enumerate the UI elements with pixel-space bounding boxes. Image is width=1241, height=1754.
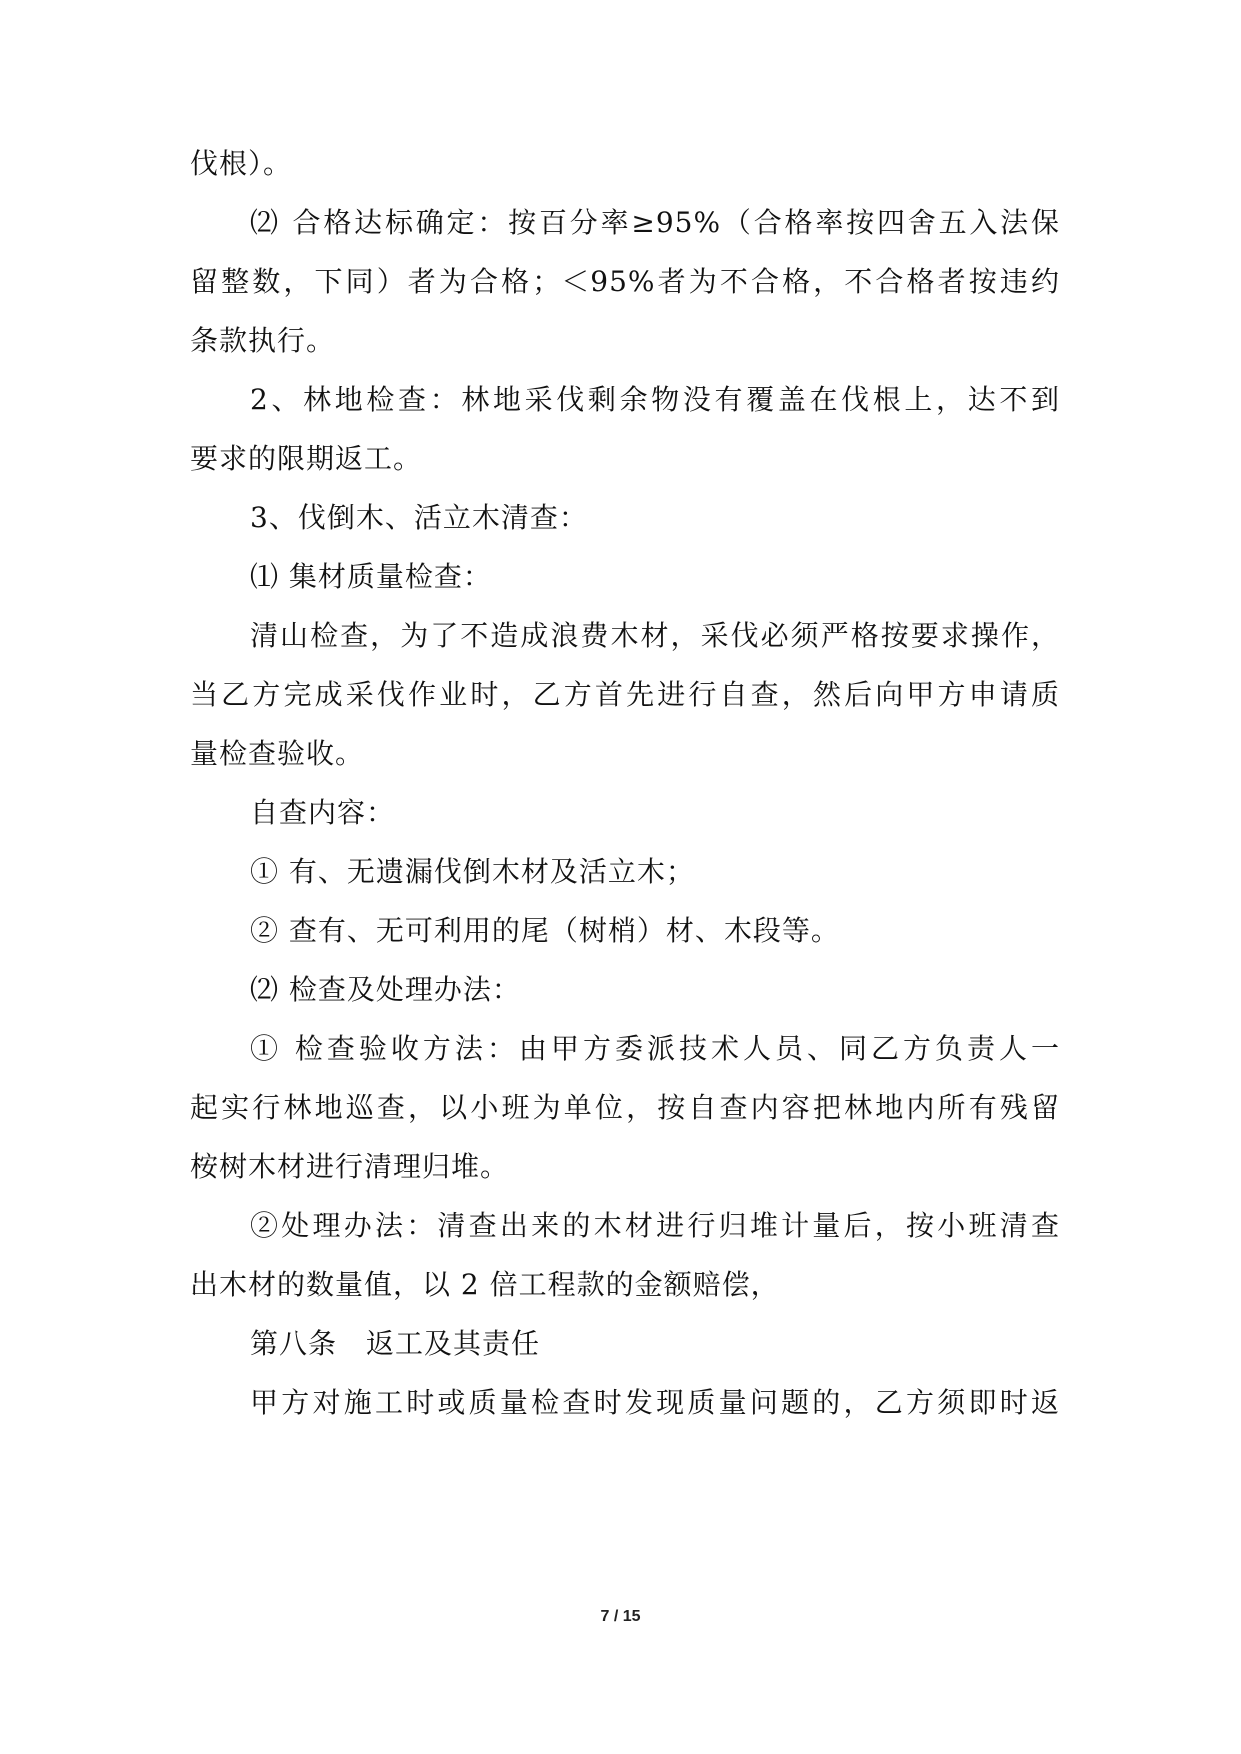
- paragraph-line: 留整数，下同）者为合格；＜95%者为不合格，不合格者按违约: [190, 265, 1060, 298]
- paragraph-line: ② 查有、无可利用的尾（树梢）材、木段等。: [250, 914, 840, 947]
- paragraph-line: 要求的限期返工。: [190, 442, 423, 475]
- paragraph-line: ②处理办法：清查出来的木材进行归堆计量后，按小班清查: [250, 1209, 1060, 1242]
- paragraph-line: 自查内容：: [250, 796, 396, 829]
- paragraph-line: 条款执行。: [190, 324, 336, 357]
- paragraph-line: ⑵ 检查及处理办法：: [250, 973, 521, 1006]
- paragraph-line: 伐根）。: [190, 147, 293, 180]
- paragraph-line: 桉树木材进行清理归堆。: [190, 1150, 510, 1183]
- paragraph-line: 甲方对施工时或质量检查时发现质量问题的，乙方须即时返: [250, 1386, 1060, 1419]
- paragraph-line: ① 有、无遗漏伐倒木材及活立木；: [250, 855, 695, 888]
- paragraph-line: ① 检查验收方法：由甲方委派技术人员、同乙方负责人一: [250, 1032, 1060, 1065]
- page-number: 7 / 15: [600, 1608, 641, 1625]
- paragraph-line: ⑵ 合格达标确定：按百分率≥95%（合格率按四舍五入法保: [250, 206, 1060, 239]
- paragraph-line: 出木材的数量值，以 2 倍工程款的金额赔偿，: [190, 1268, 780, 1301]
- paragraph-line: 3、伐倒木、活立木清查：: [250, 501, 588, 534]
- paragraph-line: 清山检查，为了不造成浪费木材，采伐必须严格按要求操作，: [250, 619, 1060, 652]
- paragraph-line: 当乙方完成采伐作业时，乙方首先进行自查，然后向甲方申请质: [190, 678, 1060, 711]
- paragraph-line: 量检查验收。: [190, 737, 365, 770]
- paragraph-line: 2、林地检查：林地采伐剩余物没有覆盖在伐根上，达不到: [250, 383, 1060, 416]
- paragraph-line: ⑴ 集材质量检查：: [250, 560, 492, 593]
- paragraph-line: 起实行林地巡查，以小班为单位，按自查内容把林地内所有残留: [190, 1091, 1060, 1124]
- section-heading: 第八条 返工及其责任: [250, 1327, 541, 1360]
